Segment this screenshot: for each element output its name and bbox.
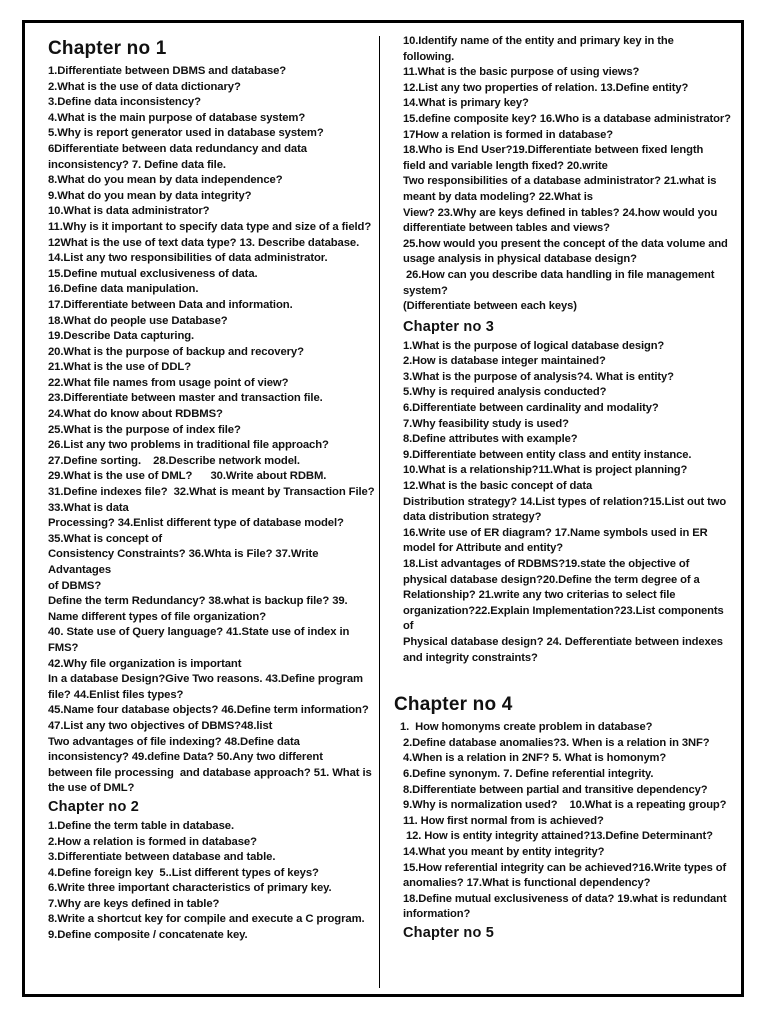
- question-line: 3.What is the purpose of analysis?4. What is entity?: [403, 370, 674, 383]
- question-line: In a database Design?Give Two reasons. 43.Define program: [48, 673, 363, 686]
- question-line: 14.List any two responsibilities of data administrator.: [48, 252, 328, 265]
- question-line: 27.Define sorting. 28.Describe network model.: [48, 454, 300, 467]
- question-line: 17.Differentiate between Data and information.: [48, 298, 293, 311]
- question-line: Distribution strategy? 14.List types of relation?15.List out two: [403, 495, 727, 508]
- question-line: 6Differentiate between data redundancy and data: [48, 142, 307, 155]
- question-line: 4.Define foreign key 5..List different types of keys?: [48, 866, 319, 879]
- question-line: anomalies? 17.What is functional dependency?: [397, 877, 651, 890]
- question-line: 12.What is the basic concept of data: [403, 480, 593, 493]
- question-line: 3.Differentiate between database and table.: [48, 851, 276, 864]
- question-line: Two advantages of file indexing? 48.Define data: [48, 735, 300, 748]
- chapter-4-title: Chapter no 4: [394, 694, 513, 716]
- question-line: 2.What is the use of data dictionary?: [48, 80, 241, 93]
- question-line: 21.What is the use of DDL?: [48, 361, 192, 374]
- chapter-3-title: Chapter no 3: [403, 318, 495, 335]
- question-line: 10.What is data administrator?: [48, 205, 210, 218]
- question-line: 45.Name four database objects? 46.Define term information?: [48, 704, 369, 717]
- question-line: 25.What is the purpose of index file?: [48, 423, 241, 436]
- question-line: 25.how would you present the concept of the data volume and: [403, 237, 728, 250]
- question-line: 2.Define database anomalies?3. When is a relation in 3NF?: [397, 736, 710, 749]
- question-line: 6.Define synonym. 7. Define referential integrity.: [397, 767, 654, 780]
- question-line: 1. How homonyms create problem in database?: [397, 721, 653, 734]
- question-line: Processing? 34.Enlist different type of database model?: [48, 517, 344, 530]
- column-divider: [379, 36, 380, 988]
- left-column: [48, 34, 378, 944]
- question-line: 1.What is the purpose of logical database design?: [403, 339, 665, 352]
- question-line: 26.How can you describe data handling in file management: [403, 268, 715, 281]
- question-line: 9.What do you mean by data integrity?: [48, 189, 252, 202]
- question-line: 12. How is entity integrity attained?13.Define Determinant?: [397, 830, 713, 843]
- question-line: inconsistency? 7. Define data file.: [48, 158, 226, 171]
- question-line: 18.Define mutual exclusiveness of data? 19.what is redundant: [397, 892, 727, 905]
- question-line: physical database design?20.Define the term degree of a: [403, 573, 700, 586]
- question-line: Define the term Redundancy? 38.what is backup file? 39.: [48, 595, 348, 608]
- question-line: between file processing and database approach? 51. What is: [48, 766, 372, 779]
- question-line: 6.Differentiate between cardinality and modality?: [403, 402, 659, 415]
- question-line: 7.Why feasibility study is used?: [403, 417, 569, 430]
- question-line: 10.What is a relationship?11.What is project planning?: [403, 464, 688, 477]
- chapter-5-title: Chapter no 5: [403, 924, 495, 941]
- question-line: 18.List advantages of RDBMS?19.state the objective of: [403, 558, 690, 570]
- question-line: 18.What do people use Database?: [48, 314, 228, 327]
- question-line: 33.What is data: [48, 501, 129, 514]
- question-line: 16.Define data manipulation.: [48, 283, 199, 296]
- question-line: 5.Why is required analysis conducted?: [403, 386, 607, 399]
- question-line: 5.Why is report generator used in database system?: [48, 127, 324, 140]
- question-line: 20.What is the purpose of backup and recovery?: [48, 345, 304, 358]
- question-line: 11.Why is it important to specify data type and size of a field?: [48, 220, 372, 233]
- question-line: Name different types of file organization?: [48, 610, 266, 623]
- question-line: 29.What is the use of DML? 30.Write about RDBM.: [48, 470, 327, 483]
- question-line: field and variable length fixed? 20.write: [403, 159, 608, 172]
- question-line: Consistency Constraints? 36.Whta is File? 37.Write Advantages: [48, 548, 321, 576]
- chapter-2-title: Chapter no 2: [48, 798, 140, 815]
- question-line: 8.Define attributes with example?: [403, 433, 578, 446]
- question-line: 12What is the use of text data type? 13. Describe database.: [48, 236, 360, 249]
- chapter-1-title: Chapter no 1: [48, 38, 167, 59]
- question-line: 8.What do you mean by data independence?: [48, 174, 283, 187]
- question-line: of: [403, 620, 414, 633]
- question-line: 31.Define indexes file? 32.What is meant by Transaction File?: [48, 486, 375, 499]
- question-line: 35.What is concept of: [48, 532, 163, 545]
- question-line: 1.Differentiate between DBMS and database?: [48, 65, 287, 77]
- question-line: 19.Describe Data capturing.: [48, 330, 195, 343]
- question-line: 26.List any two problems in traditional file approach?: [48, 439, 329, 452]
- question-line: 6.Write three important characteristics of primary key.: [48, 882, 332, 895]
- chapter-3-questions: [403, 339, 733, 666]
- question-line: 14.What you meant by entity integrity?: [397, 845, 605, 858]
- question-line: information?: [397, 908, 471, 921]
- question-line: (Differentiate between each keys): [403, 300, 577, 313]
- question-line: Relationship? 21.write any two criterias to select file: [403, 589, 676, 602]
- question-line: Physical database design? 24. Defferentiate between indexes: [403, 635, 723, 648]
- question-line: 9.Why is normalization used? 10.What is a repeating group?: [397, 799, 727, 812]
- question-line: 17How a relation is formed in database?: [403, 128, 613, 141]
- question-line: 18.Who is End User?19.Differentiate between fixed length: [403, 144, 704, 157]
- question-line: 40. State use of Query language? 41.State use of index in FMS?: [48, 626, 353, 654]
- question-line: 15.Define mutual exclusiveness of data.: [48, 267, 258, 280]
- question-line: organization?22.Explain Implementation?23.List components: [403, 604, 724, 617]
- question-line: 23.Differentiate between master and transaction file.: [48, 392, 323, 405]
- question-line: 9.Define composite / concatenate key.: [48, 929, 248, 942]
- question-line: system?: [403, 284, 448, 297]
- question-line: 8.Differentiate between partial and transitive dependency?: [397, 783, 708, 796]
- question-line: 4.When is a relation in 2NF? 5. What is homonym?: [397, 752, 667, 765]
- question-line: meant by data modeling? 22.What is: [403, 190, 593, 203]
- question-line: data distribution strategy?: [403, 511, 542, 524]
- question-line: Two responsibilities of a database administrator? 21.what is: [403, 175, 717, 188]
- question-line: 3.Define data inconsistency?: [48, 96, 201, 109]
- question-line: 15.How referential integrity can be achieved?16.Write types of: [397, 861, 727, 874]
- question-line: file? 44.Enlist files types?: [48, 688, 184, 701]
- question-line: 11.What is the basic purpose of using views?: [403, 66, 640, 79]
- question-line: 10.Identify name of the entity and primary key in the: [403, 35, 674, 47]
- question-line: the use of DML?: [48, 782, 135, 795]
- chapter-1-questions: [48, 64, 378, 797]
- question-line: 2.How is database integer maintained?: [403, 355, 606, 368]
- question-line: 42.Why file organization is important: [48, 657, 242, 670]
- chapter-2-questions-continued: [403, 34, 733, 315]
- question-line: 1.Define the term table in database.: [48, 819, 234, 832]
- question-line: 47.List any two objectives of DBMS?48.list: [48, 719, 273, 732]
- question-line: 11. How first normal from is achieved?: [397, 814, 604, 827]
- question-line: and integrity constraints?: [403, 651, 538, 664]
- question-line: 15.define composite key? 16.Who is a database administrator?: [403, 112, 731, 125]
- question-line: 8.Write a shortcut key for compile and execute a C program.: [48, 913, 365, 926]
- question-line: following.: [403, 50, 455, 63]
- question-line: 22.What file names from usage point of view?: [48, 376, 289, 389]
- question-line: 4.What is the main purpose of database system?: [48, 111, 306, 124]
- question-line: 9.Differentiate between entity class and entity instance.: [403, 448, 692, 461]
- question-line: 7.Why are keys defined in table?: [48, 897, 220, 910]
- right-column: [394, 34, 733, 945]
- question-line: 24.What do know about RDBMS?: [48, 408, 223, 421]
- question-line: 2.How a relation is formed in database?: [48, 835, 257, 848]
- question-line: model for Attribute and entity?: [403, 542, 563, 555]
- question-line: usage analysis in physical database design?: [403, 253, 637, 266]
- chapter-2-questions: [48, 819, 378, 944]
- question-line: View? 23.Why are keys defined in tables? 24.how would you: [403, 206, 718, 219]
- question-line: inconsistency? 49.define Data? 50.Any two different: [48, 751, 323, 764]
- chapter-4-questions: [397, 720, 733, 923]
- question-line: 14.What is primary key?: [403, 97, 529, 110]
- question-line: differentiate between tables and views?: [403, 222, 610, 235]
- question-line: of DBMS?: [48, 579, 102, 592]
- question-line: 12.List any two properties of relation. 13.Define entity?: [403, 81, 689, 94]
- question-line: 16.Write use of ER diagram? 17.Name symbols used in ER: [403, 526, 708, 539]
